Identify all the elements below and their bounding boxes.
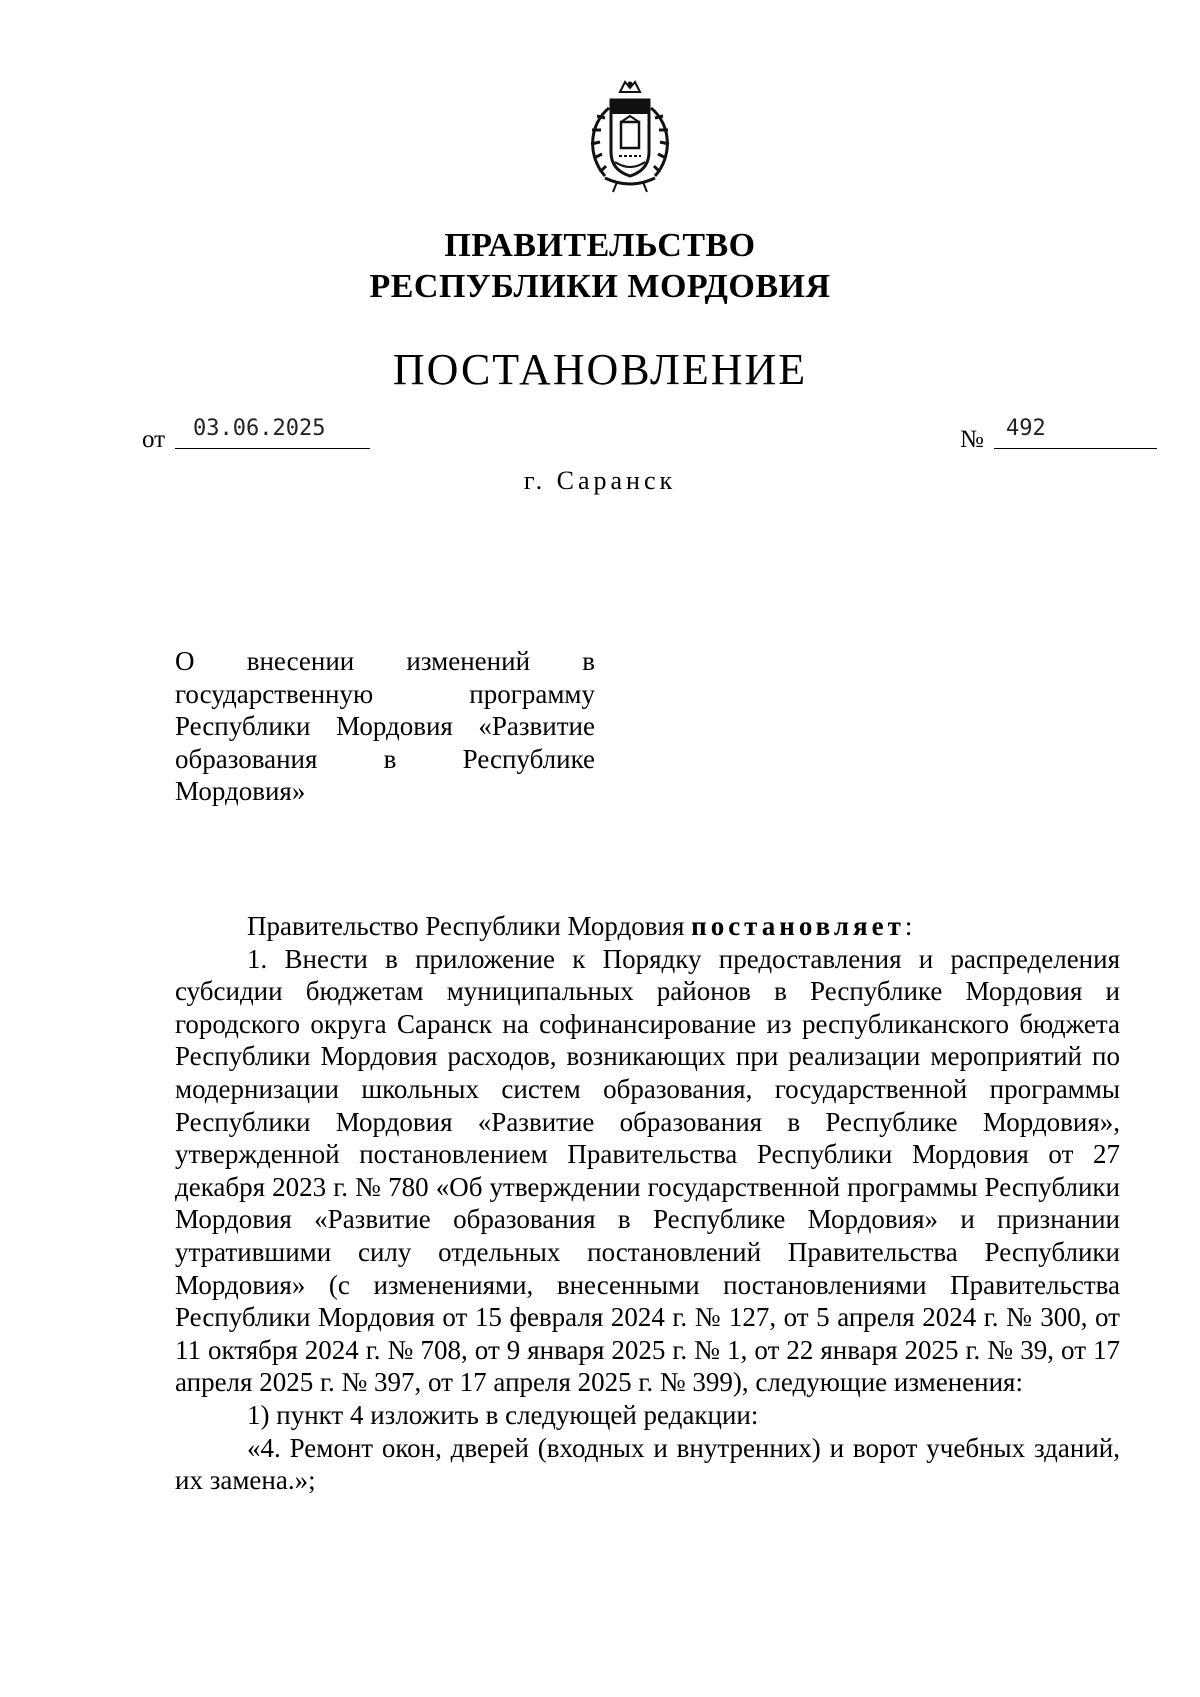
number-prefix: № xyxy=(960,426,984,453)
preamble-colon: : xyxy=(904,911,913,941)
organization-title-line1: ПРАВИТЕЛЬСТВО xyxy=(444,227,756,264)
number-value: 492 xyxy=(1006,416,1046,441)
date-value: 03.06.2025 xyxy=(193,416,326,441)
paragraph-3: «4. Ремонт окон, дверей (входных и внутренних) и ворот учебных зданий, их замена.»; xyxy=(175,1432,1120,1496)
organization-title-line2: РЕСПУБЛИКИ МОРДОВИЯ xyxy=(369,268,831,305)
preamble-text: Правительство Республики Мордовия xyxy=(247,911,692,941)
organization-title xyxy=(300,225,900,307)
preamble-verb: постановляет xyxy=(691,911,905,941)
city: г. Саранск xyxy=(523,466,677,495)
document-subject: О внесении изменений в государственную программу Республики Мордовия «Развитие образования в Республике Мордовия» xyxy=(175,646,595,806)
number-underline xyxy=(994,418,1157,449)
paragraph-1: 1. Внести в приложение к Порядку предоставления и распределения субсидии бюджетам муниципальных районов в Республике Мордовия и городского округа Саранск на софинансирование из республиканского бюджета Республики Мордовия расходов, возникающих при реализации мероприятий по модернизации школьных систем образования, государственной программы Республики Мордовия «Развитие образования в Республике Мордовия», утвержденной постановлением Правительства Республики Мордовия от 27 декабря 2023 г. № 780 «Об утверждении государственной программы Республики Мордовия «Развитие образования в Республике Мордовия» и признании утратившими силу отдельных постановлений Правительства Республики Мордовия» (с изменениями, внесенными постановлениями Правительства Республики Мордовия от 15 февраля 2024 г. № 127, от 5 апреля 2024 г. № 300, от 11 октября 2024 г. № 708, от 9 января 2025 г. № 1, от 22 января 2025 г. № 39, от 17 апреля 2025 г. № 397, от 17 апреля 2025 г. № 399), следующие изменения: xyxy=(175,943,1120,1398)
paragraph-2: 1) пункт 4 изложить в следующей редакции: xyxy=(247,1399,759,1430)
document-type: ПОСТАНОВЛЕНИЕ xyxy=(392,345,808,394)
date-prefix: от xyxy=(142,426,166,453)
preamble xyxy=(175,910,1120,943)
coat-of-arms-icon xyxy=(575,78,685,194)
date-underline xyxy=(175,418,370,449)
document-body xyxy=(175,910,1120,1497)
